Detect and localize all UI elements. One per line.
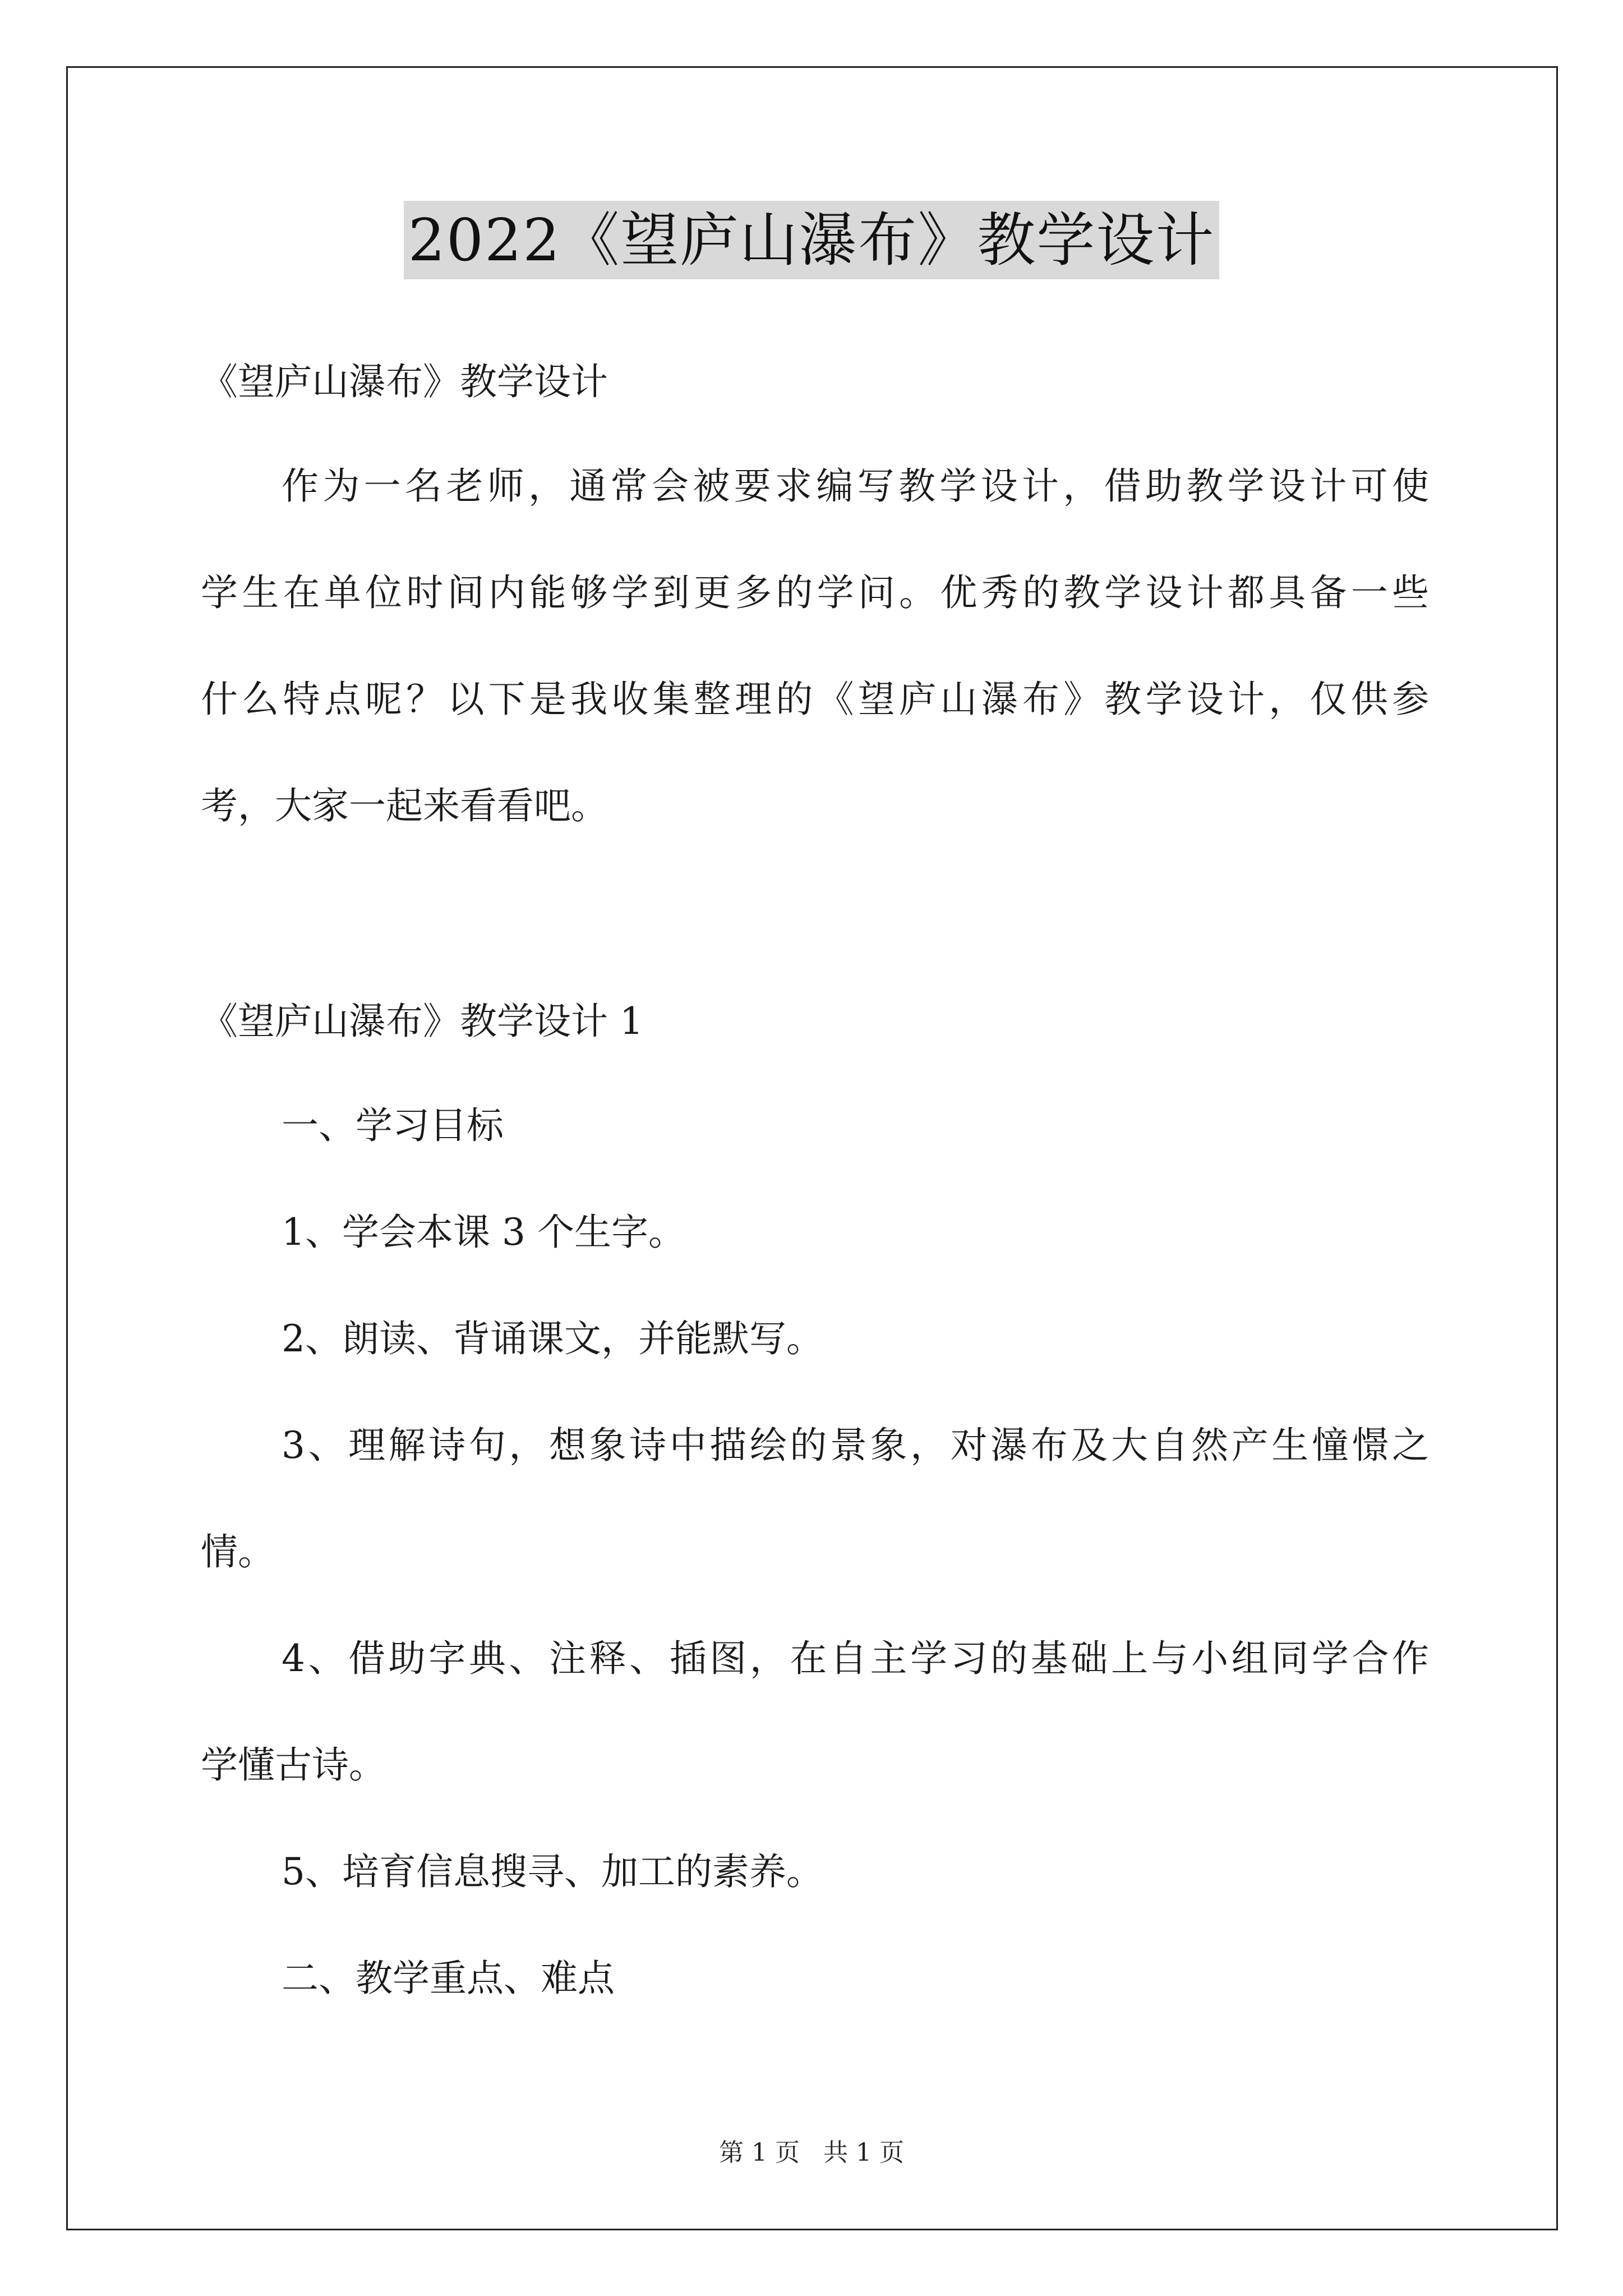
goal-item-5: 5、培育信息搜寻、加工的素养。 — [282, 1850, 823, 1893]
heading-goals: 一、学习目标 — [282, 1104, 504, 1147]
title-container — [0, 201, 1623, 279]
intro-line-2: 学生在单位时间内能够学到更多的学问。优秀的教学设计都具备一些 — [201, 571, 1429, 614]
intro-line-4: 考，大家一起来看看吧。 — [201, 784, 608, 827]
intro-line-1: 作为一名老师，通常会被要求编写教学设计，借助教学设计可使 — [282, 464, 1429, 508]
goal-item-4-line-1: 4、借助字典、注释、插图，在自主学习的基础上与小组同学合作 — [282, 1637, 1429, 1680]
goal-item-4-line-2: 学懂古诗。 — [201, 1743, 386, 1787]
section-title: 《望庐山瀑布》教学设计 1 — [201, 1000, 643, 1043]
document-subtitle: 《望庐山瀑布》教学设计 — [201, 360, 608, 403]
heading-key-points: 二、教学重点、难点 — [282, 1957, 615, 2000]
goal-item-3-line-1: 3、理解诗句，想象诗中描绘的景象，对瀑布及大自然产生憧憬之 — [282, 1424, 1429, 1467]
footer-total-pages: 共 1 页 — [823, 2138, 904, 2167]
goal-item-1: 1、学会本课 3 个生字。 — [282, 1211, 685, 1254]
goal-item-2: 2、朗读、背诵课文，并能默写。 — [282, 1317, 823, 1360]
intro-line-3: 什么特点呢？以下是我收集整理的《望庐山瀑布》教学设计，仅供参 — [201, 678, 1429, 721]
page-footer — [0, 2136, 1623, 2170]
document-title: 2022《望庐山瀑布》教学设计 — [404, 201, 1220, 279]
goal-item-3-line-2: 情。 — [201, 1530, 275, 1573]
footer-page-number: 第 1 页 — [719, 2138, 800, 2167]
